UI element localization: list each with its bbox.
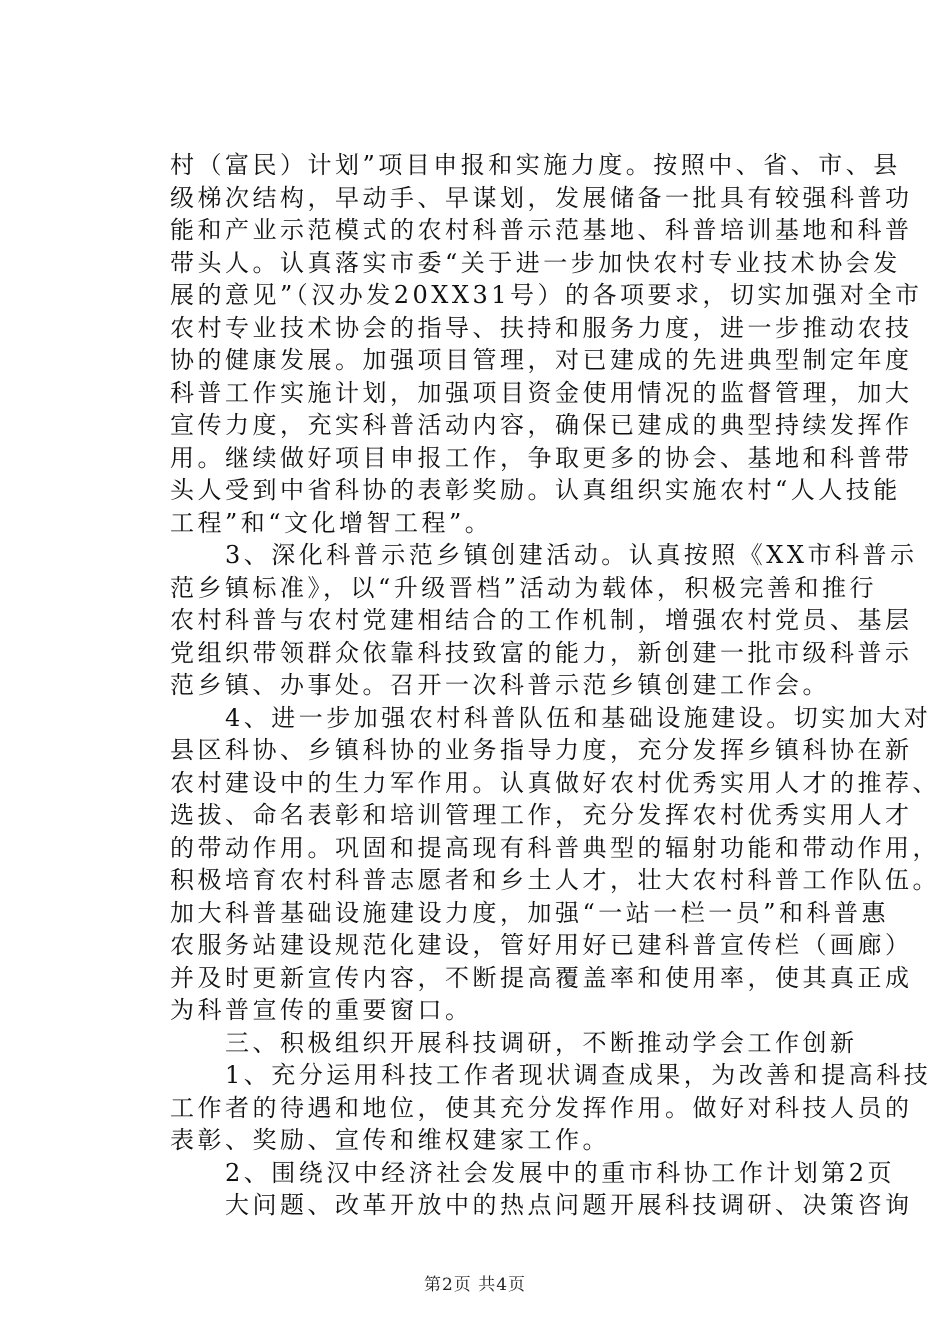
body-text-line: 农村专业技术协会的指导、扶持和服务力度，进一步推动农技 <box>170 313 913 342</box>
body-text-line: 4、进一步加强农村科普队伍和基础设施建设。切实加大对 <box>170 703 932 732</box>
body-text-line: 大问题、改革开放中的热点问题开展科技调研、决策咨询 <box>170 1191 913 1219</box>
body-text-line: 工作者的待遇和地位，使其充分发挥作用。做好对科技人员的 <box>170 1093 913 1122</box>
body-text-line: 2、围绕汉中经济社会发展中的重市科协工作计划第2页 <box>170 1158 896 1187</box>
section-heading: 三、积极组织开展科技调研，不断推动学会工作创新 <box>170 1028 858 1057</box>
body-text-line: 村（富民）计划”项目申报和实施力度。按照中、省、市、县 <box>170 151 901 179</box>
body-text-line: 范乡镇标准》，以“升级晋档”活动为载体，积极完善和推行 <box>170 573 878 602</box>
body-text-line: 展的意见”（汉办发20XX31号）的各项要求，切实加强对全市 <box>170 281 923 309</box>
body-text-line: 范乡镇、办事处。召开一次科普示范乡镇创建工作会。 <box>170 671 830 699</box>
body-text-line: 的带动作用。巩固和提高现有科普典型的辐射功能和带动作用， <box>170 833 940 862</box>
body-text-line: 工程”和“文化增智工程”。 <box>170 508 493 537</box>
body-text-line: 加大科普基础设施建设力度，加强“一站一栏一员”和科普惠 <box>170 898 890 927</box>
body-text-line: 头人受到中省科协的表彰奖励。认真组织实施农村“人人技能 <box>170 476 901 504</box>
body-text-line: 积极培育农村科普志愿者和乡土人才，壮大农村科普工作队伍。 <box>170 866 940 894</box>
body-text-line: 宣传力度，充实科普活动内容，确保已建成的典型持续发挥作 <box>170 411 913 439</box>
body-text-line: 带头人。认真落实市委“关于进一步加快农村专业技术协会发 <box>170 248 901 277</box>
body-text-line: 1、充分运用科技工作者现状调查成果，为改善和提高科技 <box>170 1061 932 1089</box>
body-text-line: 农服务站建设规范化建设，管好用好已建科普宣传栏（画廊） <box>170 931 913 959</box>
page-number-footer: 第2页 共4页 <box>423 1275 527 1295</box>
body-text-line: 表彰、奖励、宣传和维权建家工作。 <box>170 1126 610 1154</box>
body-text-line: 科普工作实施计划，加强项目资金使用情况的监督管理，加大 <box>170 378 913 407</box>
body-text-line: 级梯次结构，早动手、早谋划，发展储备一批具有较强科普功 <box>170 183 913 212</box>
body-text-line: 并及时更新宣传内容，不断提高覆盖率和使用率，使其真正成 <box>170 963 913 992</box>
body-text-line: 为科普宣传的重要窗口。 <box>170 996 473 1024</box>
body-text-line: 党组织带领群众依靠科技致富的能力，新创建一批市级科普示 <box>170 638 913 667</box>
body-text-line: 用。继续做好项目申报工作，争取更多的协会、基地和科普带 <box>170 443 913 472</box>
body-text-line: 农村科普与农村党建相结合的工作机制，增强农村党员、基层 <box>170 606 913 634</box>
body-text-line: 农村建设中的生力军作用。认真做好农村优秀实用人才的推荐、 <box>170 768 940 797</box>
body-text-line: 协的健康发展。加强项目管理，对已建成的先进典型制定年度 <box>170 346 913 374</box>
body-text-line: 选拔、命名表彰和培训管理工作，充分发挥农村优秀实用人才 <box>170 801 913 829</box>
body-text-line: 县区科协、乡镇科协的业务指导力度，充分发挥乡镇科协在新 <box>170 736 913 764</box>
body-text-line: 能和产业示范模式的农村科普示范基地、科普培训基地和科普 <box>170 216 913 244</box>
body-text-line: 3、深化科普示范乡镇创建活动。认真按照《XX市科普示 <box>170 541 918 569</box>
